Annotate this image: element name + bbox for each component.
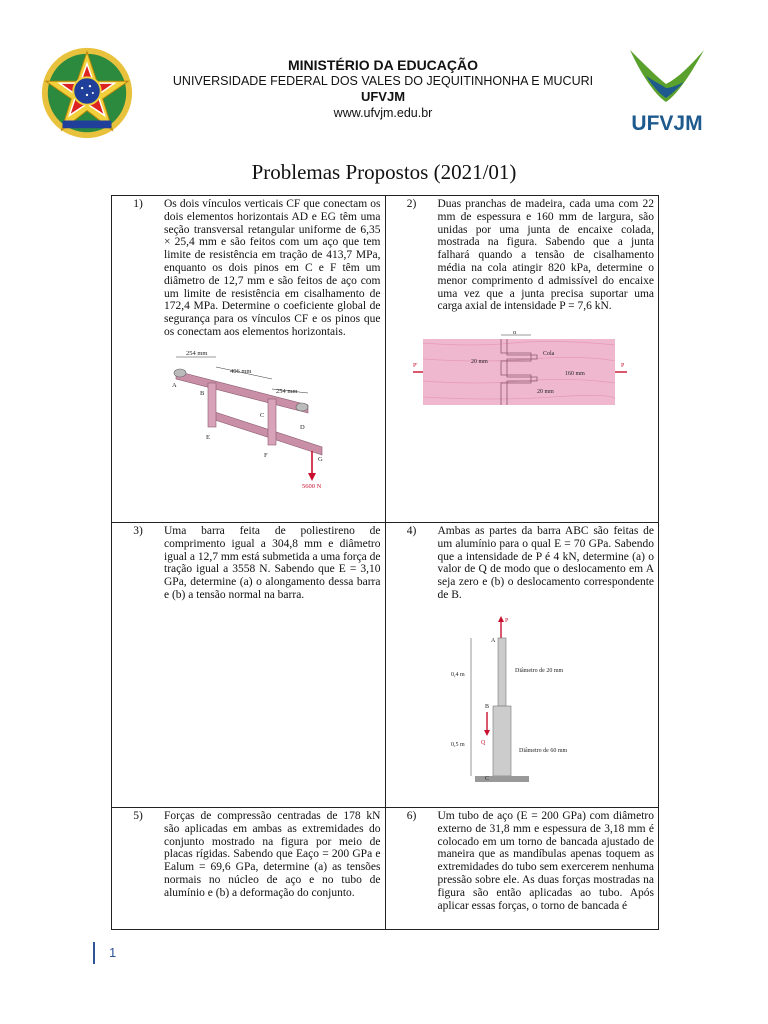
- logo-wordmark: UFVJM: [631, 112, 703, 134]
- problem-1-figure: [172, 347, 342, 489]
- problem-text: Uma barra feita de poliestireno de comprimento igual a 304,8 mm e diâmetro igual a 12,7 mm está submetida a uma força de tração igual a 3558 N. Sabendo que E = 3,10 GPa, determine (a) o alongamento dessa barra e (b) a tensão normal na barra.: [164, 525, 381, 601]
- page-title: Problemas Propostos (2021/01): [251, 160, 517, 184]
- problem-number: 4): [406, 525, 417, 537]
- fig1-label-b: B: [200, 389, 205, 397]
- fig4-diameter-60: Diâmetro de 60 mm: [518, 747, 567, 754]
- fig2-dim-160: 160 mm: [564, 371, 585, 378]
- problem-text: Um tubo de aço (E = 200 GPa) com diâmetro externo de 31,8 mm e espessura de 3,18 mm é colocado em um torno de bancada ajustado de maneira que as mandíbulas apenas toquem as extremidades do tubo sem exercerem nenhuma pressão sobre ele. As duas forças mostradas na figura são então aplicadas ao tubo. Após aplicar essas forças, o torno de bancada é: [437, 810, 654, 912]
- fig2-force-p: P: [620, 363, 625, 370]
- problem-number: 2): [406, 198, 417, 210]
- problem-number: 5): [133, 810, 143, 822]
- problems-table: [111, 195, 659, 930]
- fig4-force-p: P: [504, 617, 509, 624]
- problem-4-figure: [447, 616, 597, 796]
- problem-6: [385, 808, 659, 930]
- fig2-force-p-prime: P': [412, 363, 418, 370]
- fig4-label-a: A: [490, 637, 496, 644]
- problem-1: [112, 196, 386, 523]
- fig1-dim-406: 406 mm: [230, 367, 252, 375]
- problem-text: Os dois vínculos verticais CF que conectam os dois elementos horizontais AD e EG têm uma seção transversal retangular uniforme de 6,35 × 25,4 mm e são feitos com um aço que tem limite de resistência em tração de 413,7 MPa, enquanto os dois pinos em C e F têm um diâmetro de 12,7 mm e são feitos de aço com um limite de resistência em cisalhamento de 172,4 MPa. Determine o coeficiente global de segurança para os vínculos CF e os pinos que os conectam aos elementos horizontais.: [164, 198, 381, 338]
- problem-text: Forças de compressão centradas de 178 kN são aplicadas em ambas as extremidades do conjunto mostrado na figura por meio de placas rígidas. Sabendo que Eaço = 200 GPa e Ealum = 69,6 GPa, determine (a) as tensões normais no núcleo de aço e no tubo de alumínio e (b) a deformação do conjunto.: [164, 810, 381, 899]
- fig4-force-q: Q: [480, 739, 486, 746]
- brazil-coat-of-arms-emblem: [38, 44, 136, 142]
- problem-number: 3): [133, 525, 143, 537]
- fig2-label-d: d: [512, 331, 516, 337]
- fig1-label-a: A: [172, 381, 177, 389]
- fig1-load-label: 5600 N: [302, 482, 322, 489]
- website-link[interactable]: www.ufvjm.edu.br: [333, 106, 433, 120]
- problem-number: 6): [406, 810, 417, 822]
- fig1-label-f: F: [264, 451, 268, 459]
- fig2-dim-20-top: 20 mm: [470, 359, 488, 366]
- fig4-diameter-20: Diâmetro de 20 mm: [514, 667, 563, 674]
- document-header: [0, 40, 768, 140]
- problem-2-figure: [413, 331, 631, 411]
- problem-text: Duas pranchas de madeira, cada uma com 22 mm de espessura e 160 mm de largura, são unidas por uma junta de encaixe colada, mostrada na figura. Sabendo que a junta falhará quando a tensão de cisalhamento média na cola atingir 820 kPa, determine o menor comprimento d admissível do encaixe uma vez que a junta precisa suportar uma carga axial de intensidade P = 7,6 kN.: [437, 198, 654, 313]
- fig1-dim-254-left: 254 mm: [186, 349, 208, 357]
- fig2-label-cola: Cola: [542, 351, 555, 358]
- page-number: 1: [109, 945, 117, 960]
- fig4-label-c: C: [484, 775, 489, 782]
- fig1-label-g: G: [318, 455, 323, 463]
- problem-text: Ambas as partes da barra ABC são feitas de um alumínio para o qual E = 70 GPa. Sabendo que a intensidade de P é 4 kN, determine (a) o valor de Q de modo que o deslocamento em A seja zero e (b) o deslocamento correspondente de B.: [437, 525, 654, 601]
- header-text: [150, 57, 616, 121]
- university-acronym: UFVJM: [360, 89, 406, 104]
- fig1-label-e: E: [206, 433, 210, 441]
- problem-2: [385, 196, 659, 523]
- ministry-heading: MINISTÉRIO DA EDUCAÇÃO: [287, 57, 479, 73]
- fig4-label-b: B: [484, 703, 489, 710]
- fig4-dim-04: 0,4 m: [450, 671, 465, 678]
- problem-number: 1): [133, 198, 143, 210]
- fig2-dim-20-bottom: 20 mm: [536, 389, 554, 396]
- fig4-dim-05: 0,5 m: [450, 741, 465, 748]
- fig1-dim-254-right: 254 mm: [276, 387, 298, 395]
- problem-3: [112, 523, 386, 808]
- fig1-label-c: C: [260, 411, 265, 419]
- university-name: UNIVERSIDADE FEDERAL DOS VALES DO JEQUITINHONHA E MUCURI: [172, 74, 594, 88]
- ufvjm-logo: [626, 42, 708, 134]
- problem-5: [112, 808, 386, 930]
- problem-4: [385, 523, 659, 808]
- page-footer: [93, 942, 117, 964]
- fig1-label-d: D: [300, 423, 305, 431]
